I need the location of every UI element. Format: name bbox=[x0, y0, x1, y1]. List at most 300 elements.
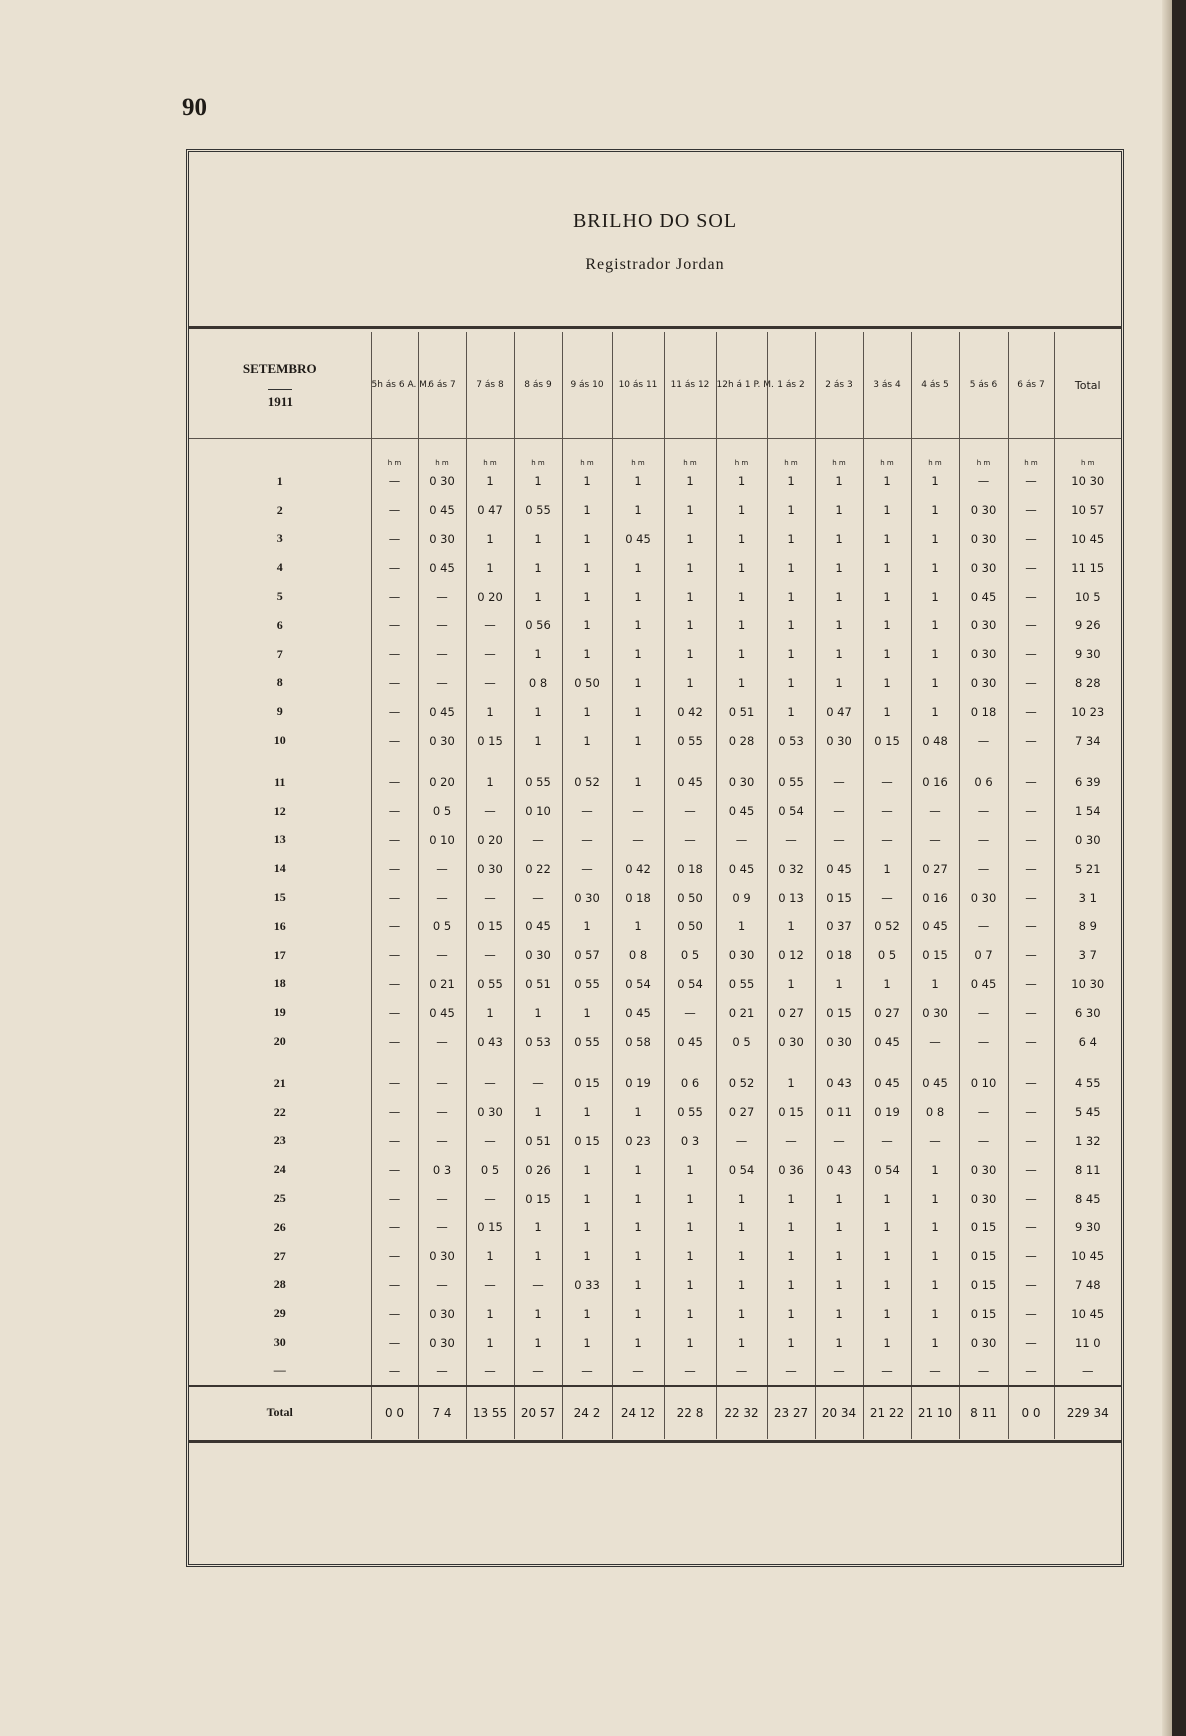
total-value: 21 10 bbox=[911, 1386, 959, 1439]
value-cell: 1 bbox=[716, 912, 767, 941]
value-cell: 1 bbox=[562, 1299, 612, 1328]
value-cell: 0 19 bbox=[612, 1069, 664, 1098]
value-cell: 1 bbox=[664, 467, 716, 496]
value-cell: 0 30 bbox=[959, 1328, 1008, 1357]
total-row bbox=[189, 1386, 1121, 1439]
value-cell: 11 0 bbox=[1054, 1328, 1121, 1357]
value-cell: — bbox=[1008, 553, 1054, 582]
value-cell: 1 bbox=[863, 1271, 911, 1300]
value-cell: 0 45 bbox=[959, 582, 1008, 611]
value-cell: 0 54 bbox=[716, 1155, 767, 1184]
value-cell: 0 52 bbox=[716, 1069, 767, 1098]
value-cell: 1 bbox=[514, 998, 562, 1027]
value-cell: 0 53 bbox=[767, 726, 815, 755]
value-cell: 1 bbox=[716, 582, 767, 611]
page-edge bbox=[1172, 0, 1186, 1736]
value-cell: 0 5 bbox=[466, 1155, 514, 1184]
gap-cell bbox=[716, 755, 767, 768]
value-cell: 0 45 bbox=[959, 970, 1008, 999]
page-number: 90 bbox=[182, 94, 207, 121]
unit-label: h m bbox=[716, 439, 767, 468]
value-cell: 1 bbox=[863, 1299, 911, 1328]
table-row bbox=[189, 970, 1121, 999]
gap-cell bbox=[612, 1056, 664, 1069]
value-cell: 0 30 bbox=[466, 854, 514, 883]
table-row bbox=[189, 1184, 1121, 1213]
value-cell: — bbox=[371, 998, 418, 1027]
gap-cell bbox=[1054, 755, 1121, 768]
day-cell: 27 bbox=[273, 1248, 286, 1263]
value-cell: — bbox=[514, 883, 562, 912]
value-cell: 1 bbox=[767, 912, 815, 941]
unit-label: h m bbox=[612, 439, 664, 468]
value-cell: 1 bbox=[863, 1184, 911, 1213]
gap-cell bbox=[466, 755, 514, 768]
value-cell: 1 bbox=[612, 1242, 664, 1271]
day-cell: 24 bbox=[273, 1162, 286, 1177]
value-cell: — bbox=[371, 1098, 418, 1127]
value-cell: 1 bbox=[514, 640, 562, 669]
value-cell: — bbox=[767, 826, 815, 855]
day-cell: 15 bbox=[273, 890, 286, 905]
day-cell: 4 bbox=[276, 560, 283, 575]
value-cell: — bbox=[911, 1357, 959, 1386]
value-cell: 1 bbox=[664, 1271, 716, 1300]
value-cell: 1 bbox=[815, 640, 863, 669]
page-title: BRILHO DO SOL bbox=[572, 210, 738, 232]
value-cell: — bbox=[911, 826, 959, 855]
value-cell: 1 bbox=[716, 1299, 767, 1328]
value-cell: 9 30 bbox=[1054, 1213, 1121, 1242]
value-cell: — bbox=[466, 883, 514, 912]
value-cell: 1 bbox=[466, 525, 514, 554]
value-cell: 1 bbox=[767, 1328, 815, 1357]
value-cell: 1 bbox=[716, 611, 767, 640]
total-value: 22 8 bbox=[664, 1386, 716, 1439]
day-cell: 21 bbox=[273, 1075, 286, 1090]
unit-label: h m bbox=[815, 439, 863, 468]
value-cell: — bbox=[815, 1127, 863, 1156]
value-cell: 0 45 bbox=[612, 998, 664, 1027]
value-cell: — bbox=[1008, 611, 1054, 640]
value-cell: 1 bbox=[911, 1213, 959, 1242]
value-cell: — bbox=[371, 768, 418, 797]
value-cell: 0 30 bbox=[959, 525, 1008, 554]
value-cell: — bbox=[1008, 582, 1054, 611]
value-cell: 5 21 bbox=[1054, 854, 1121, 883]
value-cell: 1 bbox=[911, 1328, 959, 1357]
value-cell: 9 30 bbox=[1054, 640, 1121, 669]
value-cell: 0 30 bbox=[959, 883, 1008, 912]
value-cell: 0 8 bbox=[514, 669, 562, 698]
value-cell: 1 32 bbox=[1054, 1127, 1121, 1156]
value-cell: 1 bbox=[664, 1155, 716, 1184]
value-cell: 5 45 bbox=[1054, 1098, 1121, 1127]
day-cell: 12 bbox=[273, 803, 286, 818]
value-cell: — bbox=[1008, 826, 1054, 855]
value-cell: — bbox=[418, 669, 466, 698]
value-cell: 0 3 bbox=[418, 1155, 466, 1184]
day-cell: 26 bbox=[273, 1219, 286, 1234]
total-value: 22 32 bbox=[716, 1386, 767, 1439]
column-header-hour: 5h ás 6 A. M. bbox=[371, 332, 418, 439]
value-cell: 8 9 bbox=[1054, 912, 1121, 941]
value-cell: 0 48 bbox=[911, 726, 959, 755]
value-cell: 1 bbox=[767, 525, 815, 554]
value-cell: 0 15 bbox=[911, 941, 959, 970]
gap-cell bbox=[664, 755, 716, 768]
value-cell: 0 45 bbox=[815, 854, 863, 883]
total-label: Total bbox=[189, 1386, 371, 1439]
value-cell: 1 bbox=[466, 467, 514, 496]
day-cell: 19 bbox=[273, 1005, 286, 1020]
table-row bbox=[189, 669, 1121, 698]
value-cell: 6 30 bbox=[1054, 998, 1121, 1027]
value-cell: — bbox=[767, 1357, 815, 1386]
value-cell: — bbox=[1008, 1328, 1054, 1357]
header-month bbox=[189, 332, 371, 439]
value-cell: 0 30 bbox=[911, 998, 959, 1027]
value-cell: 8 11 bbox=[1054, 1155, 1121, 1184]
value-cell: 1 bbox=[612, 1213, 664, 1242]
value-cell: 10 45 bbox=[1054, 1242, 1121, 1271]
table-frame bbox=[186, 149, 1124, 1567]
value-cell: 0 30 bbox=[767, 1027, 815, 1056]
value-cell: 1 bbox=[612, 768, 664, 797]
day-cell: 1 bbox=[276, 473, 283, 488]
value-cell: — bbox=[959, 998, 1008, 1027]
total-value: 24 12 bbox=[612, 1386, 664, 1439]
gap-cell bbox=[767, 755, 815, 768]
value-cell: 1 bbox=[767, 582, 815, 611]
value-cell: — bbox=[1008, 768, 1054, 797]
value-cell: 0 43 bbox=[815, 1155, 863, 1184]
value-cell: 0 45 bbox=[664, 1027, 716, 1056]
value-cell: — bbox=[911, 797, 959, 826]
value-cell: — bbox=[1008, 883, 1054, 912]
month-label: SETEMBRO bbox=[242, 360, 317, 376]
gap-cell bbox=[863, 1056, 911, 1069]
unit-label: h m bbox=[959, 439, 1008, 468]
value-cell: — bbox=[418, 1184, 466, 1213]
value-cell: 1 bbox=[767, 970, 815, 999]
value-cell: 1 bbox=[514, 553, 562, 582]
value-cell: — bbox=[371, 970, 418, 999]
value-cell: — bbox=[466, 1184, 514, 1213]
unit-label: h m bbox=[1008, 439, 1054, 468]
value-cell: — bbox=[562, 854, 612, 883]
day-cell: — bbox=[273, 1363, 286, 1378]
value-cell: — bbox=[418, 1271, 466, 1300]
value-cell: 1 bbox=[716, 1242, 767, 1271]
value-cell: 10 5 bbox=[1054, 582, 1121, 611]
column-header-hour: 8 ás 9 bbox=[514, 332, 562, 439]
value-cell: 0 45 bbox=[863, 1027, 911, 1056]
table-row bbox=[189, 697, 1121, 726]
gap-cell bbox=[514, 1056, 562, 1069]
value-cell: 0 55 bbox=[562, 1027, 612, 1056]
total-value: 229 34 bbox=[1054, 1386, 1121, 1439]
value-cell: 1 bbox=[612, 467, 664, 496]
value-cell: — bbox=[1054, 1357, 1121, 1386]
day-cell: 6 bbox=[276, 617, 283, 632]
unit-label: h m bbox=[863, 439, 911, 468]
value-cell: 4 55 bbox=[1054, 1069, 1121, 1098]
day-cell: 2 bbox=[276, 502, 283, 517]
value-cell: — bbox=[863, 1127, 911, 1156]
value-cell: — bbox=[371, 1127, 418, 1156]
total-value: 24 2 bbox=[562, 1386, 612, 1439]
gap-cell bbox=[716, 1056, 767, 1069]
value-cell: 0 55 bbox=[716, 970, 767, 999]
value-cell: 1 bbox=[612, 1184, 664, 1213]
value-cell: 1 bbox=[815, 611, 863, 640]
value-cell: 0 45 bbox=[911, 912, 959, 941]
value-cell: 1 bbox=[767, 1213, 815, 1242]
value-cell: 1 bbox=[767, 640, 815, 669]
value-cell: 1 bbox=[466, 553, 514, 582]
value-cell: 0 7 bbox=[959, 941, 1008, 970]
column-header-hour: 6 ás 7 bbox=[1008, 332, 1054, 439]
value-cell: 0 32 bbox=[767, 854, 815, 883]
value-cell: — bbox=[959, 467, 1008, 496]
value-cell: 0 30 bbox=[562, 883, 612, 912]
gap-cell bbox=[1054, 1056, 1121, 1069]
value-cell: 0 15 bbox=[466, 912, 514, 941]
value-cell: 1 bbox=[863, 854, 911, 883]
value-cell: 0 10 bbox=[418, 826, 466, 855]
value-cell: 0 47 bbox=[466, 496, 514, 525]
value-cell: 1 bbox=[911, 669, 959, 698]
table-row bbox=[189, 797, 1121, 826]
value-cell: 10 23 bbox=[1054, 697, 1121, 726]
value-cell: 1 bbox=[612, 582, 664, 611]
value-cell: 0 30 bbox=[418, 525, 466, 554]
table-row bbox=[189, 640, 1121, 669]
value-cell: — bbox=[612, 797, 664, 826]
value-cell: 1 bbox=[612, 1155, 664, 1184]
value-cell: — bbox=[1008, 1357, 1054, 1386]
value-cell: 0 50 bbox=[562, 669, 612, 698]
value-cell: 1 bbox=[863, 611, 911, 640]
value-cell: 0 45 bbox=[716, 854, 767, 883]
value-cell: 0 15 bbox=[959, 1271, 1008, 1300]
value-cell: 1 bbox=[562, 1155, 612, 1184]
table-row bbox=[189, 1328, 1121, 1357]
value-cell: — bbox=[418, 1127, 466, 1156]
unit-label: h m bbox=[466, 439, 514, 468]
value-cell: 1 bbox=[562, 726, 612, 755]
value-cell: 9 26 bbox=[1054, 611, 1121, 640]
value-cell: 1 bbox=[716, 496, 767, 525]
value-cell: — bbox=[418, 941, 466, 970]
gap-cell bbox=[371, 1056, 418, 1069]
unit-label: h m bbox=[664, 439, 716, 468]
value-cell: 0 51 bbox=[514, 970, 562, 999]
value-cell: 0 52 bbox=[863, 912, 911, 941]
value-cell: 1 bbox=[911, 970, 959, 999]
value-cell: 1 bbox=[767, 611, 815, 640]
value-cell: 0 30 bbox=[418, 467, 466, 496]
value-cell: — bbox=[371, 826, 418, 855]
day-cell: 11 bbox=[274, 774, 286, 789]
value-cell: 1 bbox=[612, 1328, 664, 1357]
value-cell: 0 15 bbox=[959, 1299, 1008, 1328]
value-cell: 7 34 bbox=[1054, 726, 1121, 755]
unit-label: h m bbox=[371, 439, 418, 468]
table-row bbox=[189, 941, 1121, 970]
total-value: 20 57 bbox=[514, 1386, 562, 1439]
unit-label: h m bbox=[911, 439, 959, 468]
table-row bbox=[189, 826, 1121, 855]
value-cell: 0 55 bbox=[767, 768, 815, 797]
table-row bbox=[189, 1098, 1121, 1127]
value-cell: 1 bbox=[562, 467, 612, 496]
value-cell: 1 bbox=[911, 467, 959, 496]
value-cell: 1 bbox=[664, 1184, 716, 1213]
value-cell: 1 bbox=[562, 1242, 612, 1271]
value-cell: 1 bbox=[514, 726, 562, 755]
value-cell: 1 bbox=[815, 582, 863, 611]
value-cell: 1 bbox=[863, 525, 911, 554]
value-cell: — bbox=[418, 1069, 466, 1098]
value-cell: — bbox=[418, 854, 466, 883]
value-cell: — bbox=[959, 1098, 1008, 1127]
value-cell: 1 bbox=[664, 553, 716, 582]
value-cell: 0 45 bbox=[418, 553, 466, 582]
value-cell: 1 bbox=[716, 1328, 767, 1357]
value-cell: — bbox=[1008, 1027, 1054, 1056]
day-cell: 14 bbox=[273, 861, 286, 876]
value-cell: 0 26 bbox=[514, 1155, 562, 1184]
column-header-hour: 2 ás 3 bbox=[815, 332, 863, 439]
value-cell: 0 23 bbox=[612, 1127, 664, 1156]
day-cell: 8 bbox=[276, 675, 283, 690]
value-cell: — bbox=[959, 797, 1008, 826]
value-cell: 1 bbox=[863, 467, 911, 496]
value-cell: — bbox=[1008, 496, 1054, 525]
value-cell: — bbox=[1008, 1213, 1054, 1242]
value-cell: — bbox=[371, 1155, 418, 1184]
value-cell: 0 51 bbox=[716, 697, 767, 726]
value-cell: 1 bbox=[716, 669, 767, 698]
value-cell: 1 bbox=[767, 697, 815, 726]
page-subtitle: Registrador Jordan bbox=[585, 256, 725, 273]
value-cell: — bbox=[514, 1271, 562, 1300]
value-cell: — bbox=[767, 1127, 815, 1156]
value-cell: 0 15 bbox=[514, 1184, 562, 1213]
value-cell: 0 15 bbox=[959, 1242, 1008, 1271]
value-cell: — bbox=[1008, 1127, 1054, 1156]
value-cell: 1 bbox=[562, 1328, 612, 1357]
day-cell: 17 bbox=[273, 947, 286, 962]
value-cell: 8 28 bbox=[1054, 669, 1121, 698]
column-header-hour: 5 ás 6 bbox=[959, 332, 1008, 439]
day-cell: 13 bbox=[273, 832, 286, 847]
value-cell: 1 bbox=[767, 1242, 815, 1271]
value-cell: 0 42 bbox=[664, 697, 716, 726]
value-cell: 0 55 bbox=[664, 1098, 716, 1127]
table-row bbox=[189, 912, 1121, 941]
value-cell: 0 30 bbox=[959, 1155, 1008, 1184]
day-cell: 25 bbox=[273, 1191, 286, 1206]
value-cell: 1 bbox=[514, 1242, 562, 1271]
value-cell: 1 bbox=[911, 1184, 959, 1213]
value-cell: 7 48 bbox=[1054, 1271, 1121, 1300]
value-cell: 0 45 bbox=[863, 1069, 911, 1098]
value-cell: — bbox=[1008, 467, 1054, 496]
value-cell: 1 bbox=[716, 640, 767, 669]
unit-label: h m bbox=[418, 439, 466, 468]
value-cell: — bbox=[371, 1328, 418, 1357]
column-header-hour: 10 ás 11 bbox=[612, 332, 664, 439]
value-cell: 10 30 bbox=[1054, 970, 1121, 999]
value-cell: 0 15 bbox=[959, 1213, 1008, 1242]
table-row bbox=[189, 1242, 1121, 1271]
value-cell: 0 30 bbox=[716, 768, 767, 797]
value-cell: — bbox=[466, 640, 514, 669]
value-cell: 0 54 bbox=[664, 970, 716, 999]
value-cell: 0 21 bbox=[418, 970, 466, 999]
day-cell: 29 bbox=[273, 1306, 286, 1321]
value-cell: 1 bbox=[911, 697, 959, 726]
value-cell: 0 15 bbox=[466, 1213, 514, 1242]
value-cell: — bbox=[959, 1127, 1008, 1156]
value-cell: 0 5 bbox=[664, 941, 716, 970]
table-row bbox=[189, 496, 1121, 525]
value-cell: 0 53 bbox=[514, 1027, 562, 1056]
total-value: 21 22 bbox=[863, 1386, 911, 1439]
value-cell: — bbox=[863, 797, 911, 826]
value-cell: — bbox=[1008, 998, 1054, 1027]
total-value: 13 55 bbox=[466, 1386, 514, 1439]
value-cell: 1 bbox=[911, 1299, 959, 1328]
value-cell: 0 30 bbox=[815, 726, 863, 755]
value-cell: 0 37 bbox=[815, 912, 863, 941]
value-cell: — bbox=[959, 726, 1008, 755]
value-cell: 1 bbox=[664, 669, 716, 698]
value-cell: 0 55 bbox=[514, 496, 562, 525]
value-cell: — bbox=[514, 826, 562, 855]
value-cell: 1 bbox=[466, 1242, 514, 1271]
table-row bbox=[189, 883, 1121, 912]
table-row bbox=[189, 467, 1121, 496]
unit-label: h m bbox=[562, 439, 612, 468]
value-cell: 1 bbox=[514, 467, 562, 496]
value-cell: 1 bbox=[612, 1299, 664, 1328]
value-cell: 0 18 bbox=[612, 883, 664, 912]
value-cell: — bbox=[815, 768, 863, 797]
unit-label: h m bbox=[767, 439, 815, 468]
day-cell: 10 bbox=[273, 733, 286, 748]
value-cell: 1 bbox=[562, 1184, 612, 1213]
value-cell: 1 bbox=[612, 669, 664, 698]
value-cell: 0 47 bbox=[815, 697, 863, 726]
table-row bbox=[189, 1357, 1121, 1386]
value-cell: 1 bbox=[716, 467, 767, 496]
day-cell: 22 bbox=[273, 1104, 286, 1119]
value-cell: 1 bbox=[514, 1328, 562, 1357]
value-cell: 8 45 bbox=[1054, 1184, 1121, 1213]
gap-cell bbox=[514, 755, 562, 768]
table-row bbox=[189, 1027, 1121, 1056]
value-cell: — bbox=[418, 582, 466, 611]
value-cell: — bbox=[466, 611, 514, 640]
day-cell: 16 bbox=[273, 918, 286, 933]
value-cell: 0 58 bbox=[612, 1027, 664, 1056]
value-cell: 0 21 bbox=[716, 998, 767, 1027]
gap-cell bbox=[959, 755, 1008, 768]
